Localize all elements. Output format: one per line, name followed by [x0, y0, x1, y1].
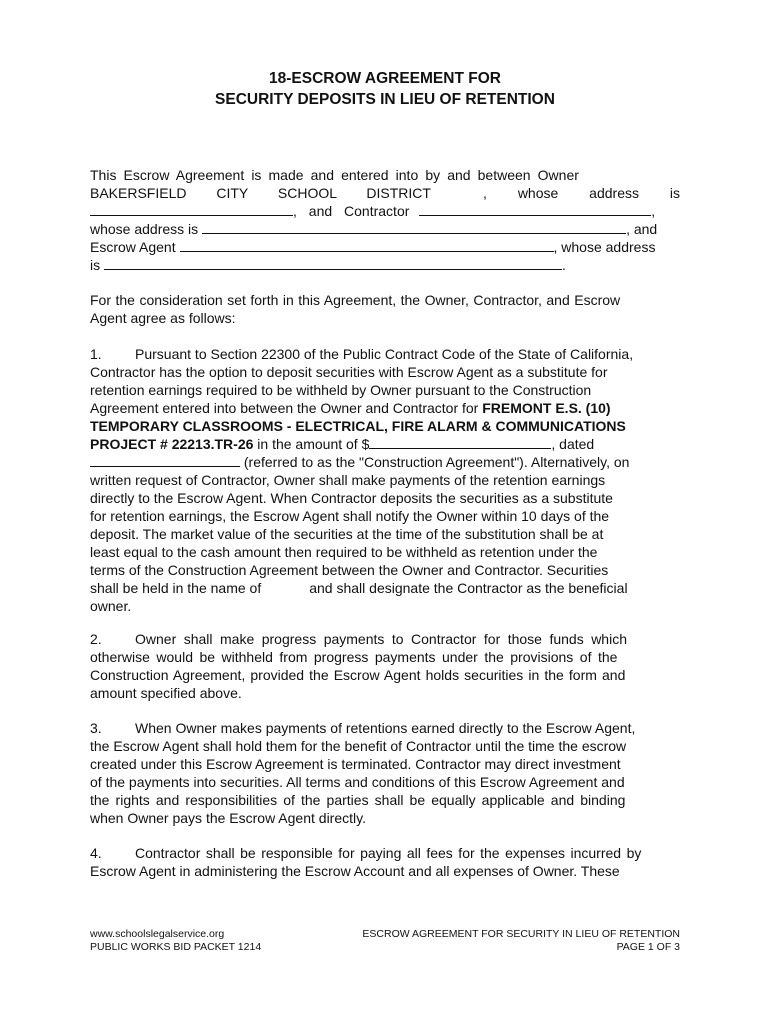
period: . [562, 257, 566, 273]
p1-line-9: directly to the Escrow Agent. When Contractor deposits the securities as a substitute [90, 490, 613, 506]
escrow-agent-address-blank[interactable] [104, 256, 562, 270]
intro-line-4 [90, 220, 680, 238]
intro-paragraph [90, 166, 680, 274]
p1-line-2: Contractor has the option to deposit securities with Escrow Agent as a substitute for [90, 364, 608, 380]
escrow-agent-label: Escrow Agent [90, 239, 176, 255]
p4-line-1 [90, 844, 680, 862]
p3-line-6: when Owner pays the Escrow Agent directly. [90, 810, 366, 826]
dated-label: , dated [551, 436, 595, 452]
project-name-1: FREMONT E.S. (10) [482, 400, 611, 416]
footer-website: www.schoolslegalservice.org [90, 928, 225, 940]
p3-line-2: the Escrow Agent shall hold them for the benefit of Contractor until the time the escrow [90, 738, 627, 754]
p1-line-11: deposit. The market value of the securities at the time of the substitution shall be at [90, 526, 604, 542]
p1-line-15: owner. [90, 598, 132, 614]
whose-address-label-3: , whose address [553, 239, 656, 255]
amount-label: in the amount of $ [253, 436, 370, 452]
p3-text-1: When Owner makes payments of retentions earned directly to the Escrow Agent, [135, 720, 636, 736]
consideration-line-1: For the consideration set forth in this Agreement, the Owner, Contractor, and Escrow [90, 292, 621, 308]
document-title [0, 68, 770, 110]
p1-text-14a: shall be held in the name of [90, 580, 262, 596]
p1-text-1: Pursuant to Section 22300 of the Public Contract Code of the State of California, [135, 346, 634, 362]
p1-line-3: retention earnings required to be withheld by Owner pursuant to the Construction [90, 382, 592, 398]
p2-text-1: Owner shall make progress payments to Contractor for those funds which [135, 631, 627, 647]
consideration-line-2: Agent agree as follows: [90, 310, 236, 326]
p3-number: 3. [90, 720, 102, 736]
owner-name: BAKERSFIELD CITY SCHOOL DISTRICT [90, 185, 431, 201]
p2-line-3: Construction Agreement, provided the Escrow Agent holds securities in the form and [90, 667, 626, 683]
is-label: is [90, 257, 101, 273]
p1-text-14b: and shall designate the Contractor as the beneficial [309, 580, 628, 596]
p4-text-1: Contractor shall be responsible for paying all fees for the expenses incurred by [135, 845, 642, 861]
p1-line-1 [90, 345, 680, 363]
paragraph-4 [90, 844, 680, 880]
paragraph-2 [90, 630, 680, 702]
intro-line-6 [90, 256, 680, 274]
owner-address-blank[interactable] [90, 202, 293, 216]
p1-line-8: written request of Contractor, Owner shall make payments of the retention earnings [90, 472, 606, 488]
amount-blank[interactable] [369, 435, 551, 449]
whose-address-label-2: whose address is [90, 221, 199, 237]
and-contractor-label: , and Contractor [293, 203, 410, 219]
paragraph-3 [90, 719, 680, 827]
p1-line-14 [90, 579, 680, 597]
p3-line-4: of the payments into securities. All terms and conditions of this Escrow Agreement and [90, 774, 625, 790]
footer-right [362, 928, 680, 954]
p3-line-1 [90, 719, 680, 737]
p1-number: 1. [90, 346, 102, 362]
footer-packet: PUBLIC WORKS BID PACKET 1214 [90, 941, 262, 953]
project-number: PROJECT # 22213.TR-26 [90, 436, 254, 452]
p1-line-7 [90, 453, 680, 471]
date-blank[interactable] [90, 453, 240, 467]
title-line-2: SECURITY DEPOSITS IN LIEU OF RETENTION [215, 91, 555, 108]
intro-line-2 [90, 184, 680, 202]
consideration-paragraph [90, 291, 680, 327]
p1-text-7: (referred to as the "Construction Agreement"). Alternatively, on [240, 454, 630, 470]
p3-line-5: the rights and responsibilities of the parties shall be equally applicable and binding [90, 792, 626, 808]
and-label: , and [626, 221, 658, 237]
title-line-1: 18-ESCROW AGREEMENT FOR [269, 70, 501, 87]
p1-line-13: terms of the Construction Agreement between the Owner and Contractor. Securities [90, 562, 609, 578]
paragraph-1 [90, 345, 680, 615]
p3-line-3: created under this Escrow Agreement is terminated. Contractor may direct investment [90, 756, 621, 772]
p4-number: 4. [90, 845, 102, 861]
p2-line-2: otherwise would be withheld from progress payments under the provisions of the [90, 649, 618, 665]
p1-line-4 [90, 399, 680, 417]
intro-line-5 [90, 238, 680, 256]
whose-address-label: , whose address is [483, 185, 680, 201]
project-name-2: TEMPORARY CLASSROOMS - ELECTRICAL, FIRE ALARM & COMMUNICATIONS [90, 418, 626, 434]
p1-line-10: for retention earnings, the Escrow Agent shall notify the Owner within 10 days of the [90, 508, 610, 524]
intro-line-3 [90, 202, 680, 220]
p1-line-12: least equal to the cash amount then required to be withheld as retention under the [90, 544, 598, 560]
footer-doc-title: ESCROW AGREEMENT FOR SECURITY IN LIEU OF RETENTION [362, 928, 680, 940]
contractor-name-blank[interactable] [419, 202, 651, 216]
p2-line-4: amount specified above. [90, 685, 242, 701]
comma: , [651, 203, 656, 219]
intro-line-1: This Escrow Agreement is made and entered into by and between Owner [90, 167, 579, 183]
p4-line-2: Escrow Agent in administering the Escrow Account and all expenses of Owner. These [90, 863, 620, 879]
escrow-agent-blank[interactable] [180, 238, 554, 252]
footer-page-number: PAGE 1 OF 3 [616, 941, 680, 953]
p2-line-1 [90, 630, 680, 648]
p1-line-6 [90, 435, 680, 453]
p2-number: 2. [90, 631, 102, 647]
contractor-address-blank[interactable] [202, 220, 626, 234]
p1-text-4a: Agreement entered into between the Owner and Contractor for [90, 400, 483, 416]
footer-left [90, 928, 261, 954]
